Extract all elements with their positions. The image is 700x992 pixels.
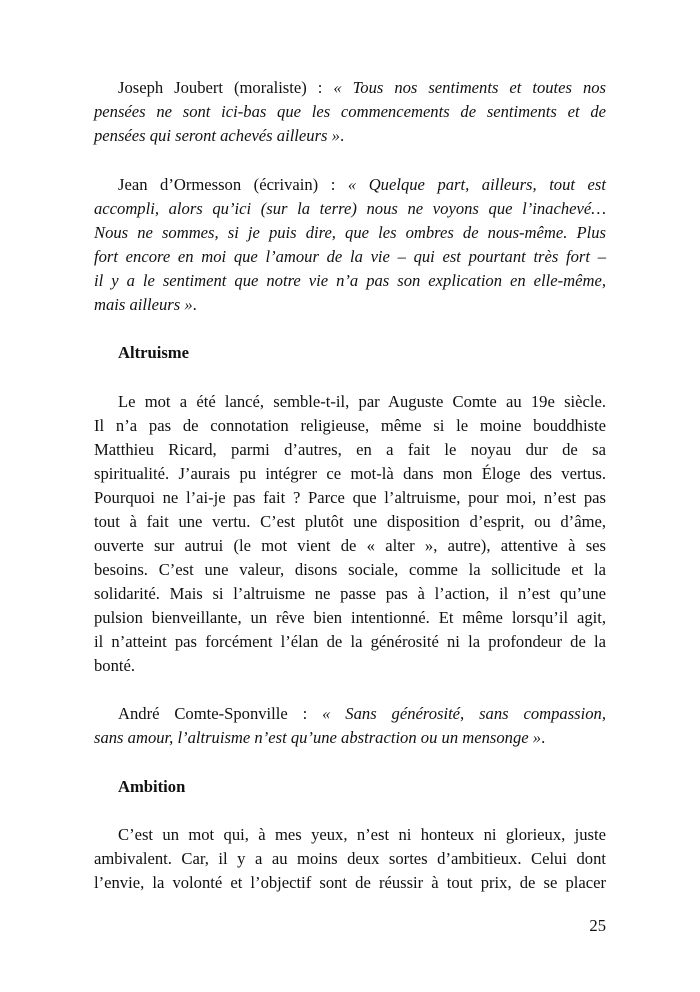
- text-line: [94, 124, 606, 148]
- text-line: [94, 534, 606, 558]
- text-line: [94, 197, 606, 221]
- text-line: [94, 558, 606, 582]
- text-line: [94, 76, 606, 100]
- body-text: C’est un mot qui, à mes yeux, n’est ni honteux ni glorieux, juste: [118, 825, 606, 844]
- quote-text: pensées ne sont ici-bas que les commencements de sentiments et de: [94, 102, 606, 121]
- text-line: [94, 486, 606, 510]
- body-text: .: [192, 294, 197, 314]
- body-text: tout à fait une vertu. C’est plutôt une disposition d’esprit, ou d’âme,: [94, 511, 606, 531]
- body-text: besoins. C’est une valeur, disons sociale, comme la sollicitude et la: [94, 559, 606, 579]
- body-text: .: [541, 728, 546, 747]
- page-body: [94, 76, 606, 920]
- paragraph: [94, 76, 606, 148]
- text-line: [94, 414, 606, 438]
- body-text: Matthieu Ricard, parmi d’autres, en a fait le noyau dur de sa: [94, 439, 606, 459]
- quote-text: pensées qui seront achevés ailleurs »: [94, 126, 340, 145]
- body-text: spiritualité. J’aurais pu intégrer ce mot-là dans mon Éloge des vertus.: [94, 463, 606, 483]
- text-line: [94, 582, 606, 606]
- body-text: bonté.: [94, 655, 136, 675]
- text-line: [94, 269, 606, 293]
- body-text: ouverte sur autrui (le mot vient de « alter », autre), attentive à ses: [94, 535, 606, 555]
- body-text: .: [339, 126, 345, 145]
- quote-text: fort encore en moi que l’amour de la vie – qui est pourtant très fort –: [94, 246, 606, 266]
- text-line: [94, 173, 606, 197]
- body-text: Le mot a été lancé, semble-t-il, par Auguste Comte au 19e siècle.: [118, 391, 606, 411]
- paragraph: [94, 390, 606, 678]
- text-line: [94, 293, 606, 317]
- quote-text: « Sans générosité, sans compassion,: [322, 704, 606, 723]
- text-line: [94, 823, 606, 847]
- quote-text: mais ailleurs »: [94, 294, 193, 314]
- body-text: Pourquoi ne l’ai-je pas fait ? Parce que l’altruisme, pour moi, n’est pas: [94, 487, 606, 507]
- text-line: [94, 654, 606, 678]
- body-text: solidarité. Mais si l’altruisme ne passe pas à l’action, il n’est qu’une: [94, 583, 606, 603]
- text-line: [94, 100, 606, 124]
- text-line: [94, 606, 606, 630]
- body-text: l’envie, la volonté et l’objectif sont de réussir à tout prix, de se placer: [94, 873, 606, 892]
- quote-text: il y a le sentiment que notre vie n’a pas son explication en elle-même,: [94, 270, 606, 290]
- body-text: Il n’a pas de connotation religieuse, même si le moine bouddhiste: [94, 415, 606, 435]
- body-text: Jean d’Ormesson (écrivain) :: [118, 174, 348, 194]
- text-line: [94, 630, 606, 654]
- quote-text: sans amour, l’altruisme n’est qu’une abstraction ou un mensonge »: [94, 728, 542, 747]
- body-text: ambivalent. Car, il y a au moins deux sortes d’ambitieux. Celui dont: [94, 849, 606, 868]
- text-line: [94, 726, 606, 750]
- text-line: [94, 847, 606, 871]
- body-text: Joseph Joubert (moraliste) :: [118, 78, 334, 97]
- text-line: [94, 245, 606, 269]
- text-line: [94, 871, 606, 895]
- section-heading: Ambition: [118, 776, 186, 796]
- paragraph: [94, 702, 606, 750]
- section-heading: Altruisme: [118, 343, 189, 362]
- paragraph: [94, 173, 606, 317]
- quote-text: Nous ne sommes, si je puis dire, que les ombres de nous-même. Plus: [94, 222, 606, 242]
- body-text: il n’atteint pas forcément l’élan de la générosité ni la profondeur de la: [94, 631, 606, 651]
- text-line: [94, 438, 606, 462]
- text-line: [94, 462, 606, 486]
- text-line: [94, 510, 606, 534]
- text-line: [94, 390, 606, 414]
- paragraph: [94, 823, 606, 895]
- quote-text: accompli, alors qu’ici (sur la terre) nous ne voyons que l’inachevé…: [94, 198, 606, 218]
- quote-text: « Quelque part, ailleurs, tout est: [347, 174, 606, 194]
- page-number: 25: [589, 916, 606, 935]
- body-text: André Comte-Sponville :: [118, 704, 323, 723]
- text-line: [94, 221, 606, 245]
- quote-text: « Tous nos sentiments et toutes nos: [333, 78, 606, 97]
- body-text: pulsion bienveillante, un rêve bien intentionné. Et même lorsqu’il agit,: [94, 607, 606, 627]
- text-line: [94, 702, 606, 726]
